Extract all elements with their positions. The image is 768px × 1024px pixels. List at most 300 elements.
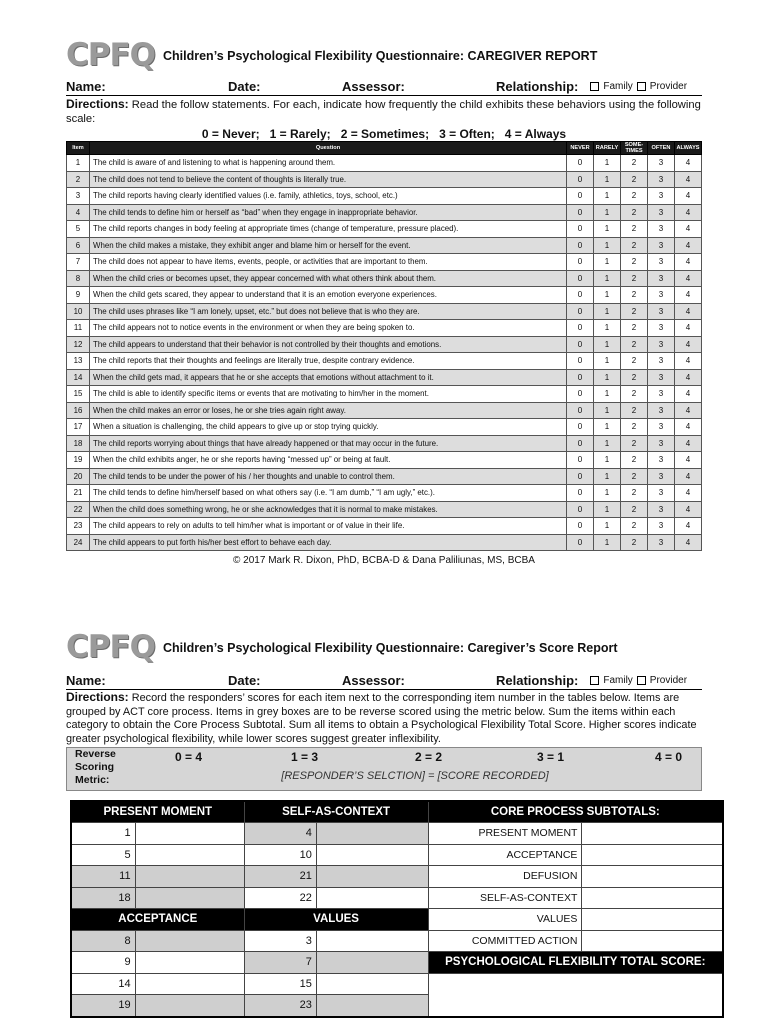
question-text: When the child gets mad, it appears that he or she accepts that emotions without attachment to it.: [90, 369, 567, 386]
val-score-cell[interactable]: [316, 995, 428, 1017]
subtotal-cell[interactable]: [582, 930, 723, 952]
score-option[interactable]: 1: [594, 369, 621, 386]
pm-item-number: 18: [71, 887, 135, 909]
score-option[interactable]: 1: [594, 419, 621, 436]
item-number: 13: [67, 353, 90, 370]
sac-item-number: 22: [244, 887, 316, 909]
reverse-pair: 0 = 4: [175, 750, 203, 764]
directions-label: Directions:: [66, 97, 129, 111]
score-option[interactable]: 2: [621, 237, 648, 254]
question-text: The child appears to rely on adults to tell him/her what is important or of value in their life.: [90, 518, 567, 535]
col-always: ALWAYS: [675, 142, 702, 155]
val-item-number: 15: [244, 973, 316, 995]
score-option[interactable]: 1: [594, 254, 621, 271]
question-row: [67, 303, 702, 320]
score-option[interactable]: 4: [675, 402, 702, 419]
score-option[interactable]: 0: [567, 221, 594, 238]
score-option[interactable]: 2: [621, 221, 648, 238]
item-number: 2: [67, 171, 90, 188]
score-option[interactable]: 3: [648, 171, 675, 188]
sac-item-number: 21: [244, 866, 316, 888]
score-option[interactable]: 3: [648, 452, 675, 469]
question-text: The child reports that their thoughts and feelings are literally true, despite contrary evidence.: [90, 353, 567, 370]
score-option[interactable]: 3: [648, 221, 675, 238]
item-number: 8: [67, 270, 90, 287]
score-option[interactable]: 4: [675, 188, 702, 205]
directions-text: Record the responders’ scores for each item next to the corresponding item number in the tables below. Items are grouped by ACT core process. Items in grey boxes are to be reverse scored using the metric below. Sum the items within each category to obtain the Core Process Subtotal. Sum all items to obtain a Psychological Flexibility Total Score. Higher scores indicate greater psychological flexibility, while lower scores suggest greater inflexibility.: [66, 692, 697, 745]
score-option[interactable]: 2: [621, 402, 648, 419]
cpfq-logo: CPFQ: [66, 629, 155, 665]
question-row: [67, 221, 702, 238]
score-option[interactable]: 0: [567, 287, 594, 304]
score-option[interactable]: 0: [567, 369, 594, 386]
acc-score-cell[interactable]: [135, 995, 244, 1017]
acc-item-number: 9: [71, 952, 135, 974]
question-text: When the child makes an error or loses, he or she tries again right away.: [90, 402, 567, 419]
question-text: When the child exhibits anger, he or she reports having “messed up” or being at fault.: [90, 452, 567, 469]
question-text: The child appears to understand that their behavior is not controlled by their thoughts and emotions.: [90, 336, 567, 353]
family-label: Family: [603, 675, 633, 686]
score-option[interactable]: 1: [594, 171, 621, 188]
score-option[interactable]: 2: [621, 386, 648, 403]
directions-label: Directions:: [66, 690, 129, 704]
item-number: 4: [67, 204, 90, 221]
questionnaire-table: [66, 141, 702, 551]
question-row: [67, 501, 702, 518]
question-text: When the child does something wrong, he or she acknowledges that it is normal to make mistakes.: [90, 501, 567, 518]
item-number: 7: [67, 254, 90, 271]
score-option[interactable]: 3: [648, 204, 675, 221]
sac-item-number: 4: [244, 823, 316, 845]
score-report-title: Children’s Psychological Flexibility Questionnaire: Caregiver’s Score Report: [163, 640, 618, 655]
score-option[interactable]: 4: [675, 320, 702, 337]
score-option[interactable]: 0: [567, 435, 594, 452]
score-option[interactable]: 0: [567, 171, 594, 188]
pm-score-cell[interactable]: [135, 844, 244, 866]
provider-checkbox[interactable]: [637, 673, 687, 688]
question-row: [67, 435, 702, 452]
values-header: VALUES: [244, 909, 428, 931]
pm-score-cell[interactable]: [135, 866, 244, 888]
score-option[interactable]: 0: [567, 336, 594, 353]
score-option[interactable]: 4: [675, 518, 702, 535]
item-number: 6: [67, 237, 90, 254]
question-text: The child appears to put forth his/her best effort to behave each day.: [90, 534, 567, 551]
provider-label: Provider: [649, 81, 688, 92]
score-option[interactable]: 1: [594, 188, 621, 205]
question-row: [67, 402, 702, 419]
name-row: [66, 673, 702, 690]
score-option[interactable]: 3: [648, 518, 675, 535]
score-option[interactable]: 2: [621, 287, 648, 304]
sac-score-cell[interactable]: [316, 823, 428, 845]
col-question: Question: [90, 142, 567, 155]
score-option[interactable]: 1: [594, 287, 621, 304]
score-option[interactable]: 1: [594, 468, 621, 485]
question-row: [67, 287, 702, 304]
sac-score-cell[interactable]: [316, 844, 428, 866]
val-item-number: 23: [244, 995, 316, 1017]
question-row: [67, 468, 702, 485]
question-row: [67, 270, 702, 287]
scale-sometimes: 2 = Sometimes;: [340, 127, 430, 141]
relationship-label: Relationship:: [496, 79, 579, 94]
score-option[interactable]: 2: [621, 270, 648, 287]
val-score-cell[interactable]: [316, 952, 428, 974]
acc-item-number: 14: [71, 973, 135, 995]
provider-label: Provider: [649, 675, 688, 686]
reverse-pair: 2 = 2: [415, 750, 443, 764]
score-option[interactable]: 1: [594, 204, 621, 221]
present-moment-header: PRESENT MOMENT: [71, 801, 244, 823]
question-text: The child does not tend to believe the content of thoughts is literally true.: [90, 171, 567, 188]
score-option[interactable]: 3: [648, 402, 675, 419]
copyright: © 2017 Mark R. Dixon, PhD, BCBA-D & Dana Paliliunas, MS, BCBA: [233, 555, 535, 566]
score-option[interactable]: 0: [567, 254, 594, 271]
question-text: The child tends to define him/herself based on what others say (i.e. “I am dumb,” “I am ugly,” etc.).: [90, 485, 567, 502]
score-option[interactable]: 0: [567, 468, 594, 485]
score-option[interactable]: 1: [594, 386, 621, 403]
score-option[interactable]: 0: [567, 353, 594, 370]
question-text: The child tends to define him or herself as “bad” when they engage in inappropriate behavior.: [90, 204, 567, 221]
provider-checkbox[interactable]: [637, 79, 687, 94]
question-text: The child appears not to notice events in the environment or when they are being spoken to.: [90, 320, 567, 337]
score-option[interactable]: 3: [648, 501, 675, 518]
score-option[interactable]: 2: [621, 369, 648, 386]
question-row: [67, 369, 702, 386]
score-option[interactable]: 1: [594, 353, 621, 370]
subtotal-cell[interactable]: [582, 844, 723, 866]
score-option[interactable]: 0: [567, 237, 594, 254]
acc-item-number: 8: [71, 930, 135, 952]
score-option[interactable]: 2: [621, 336, 648, 353]
col-item: Item: [67, 142, 90, 155]
score-option[interactable]: 4: [675, 468, 702, 485]
reverse-values: [129, 748, 701, 790]
score-table: [70, 800, 724, 1018]
col-often: OFTEN: [648, 142, 675, 155]
score-option[interactable]: 4: [675, 336, 702, 353]
question-text: The child reports worrying about things that have already happened or that may occur in the future.: [90, 435, 567, 452]
item-number: 12: [67, 336, 90, 353]
relationship-label: Relationship:: [496, 673, 579, 688]
name-label: Name:: [66, 673, 106, 688]
subtotal-label: COMMITTED ACTION: [428, 930, 582, 952]
score-option[interactable]: 4: [675, 303, 702, 320]
score-option[interactable]: 4: [675, 452, 702, 469]
reverse-pair: 3 = 1: [537, 750, 565, 764]
question-text: The child tends to be under the power of his / her thoughts and unable to control them.: [90, 468, 567, 485]
score-option[interactable]: 3: [648, 303, 675, 320]
item-number: 20: [67, 468, 90, 485]
question-text: When a situation is challenging, the child appears to give up or stop trying quickly.: [90, 419, 567, 436]
assessor-label: Assessor:: [342, 79, 405, 94]
score-option[interactable]: 0: [567, 270, 594, 287]
question-row: [67, 419, 702, 436]
score-option[interactable]: 3: [648, 254, 675, 271]
subtotal-label: ACCEPTANCE: [428, 844, 582, 866]
score-option[interactable]: 3: [648, 270, 675, 287]
score-option[interactable]: 0: [567, 518, 594, 535]
score-option[interactable]: 1: [594, 485, 621, 502]
acceptance-header: ACCEPTANCE: [71, 909, 244, 931]
col-never: NEVER: [567, 142, 594, 155]
score-option[interactable]: 3: [648, 468, 675, 485]
score-directions: [66, 691, 702, 746]
score-option[interactable]: 1: [594, 155, 621, 172]
question-row: [67, 237, 702, 254]
checkbox-icon: [637, 82, 646, 91]
cpfq-logo: CPFQ: [66, 37, 155, 73]
score-option[interactable]: 2: [621, 204, 648, 221]
score-option[interactable]: 2: [621, 485, 648, 502]
item-number: 3: [67, 188, 90, 205]
acc-score-cell[interactable]: [135, 952, 244, 974]
col-rarely: RARELY: [594, 142, 621, 155]
subtotal-label: VALUES: [428, 909, 582, 931]
score-option[interactable]: 4: [675, 204, 702, 221]
subtotal-cell[interactable]: [582, 823, 723, 845]
score-option[interactable]: 0: [567, 303, 594, 320]
reverse-pair: 1 = 3: [291, 750, 319, 764]
directions: [66, 98, 702, 126]
core-subtotals-header: CORE PROCESS SUBTOTALS:: [428, 801, 723, 823]
score-option[interactable]: 2: [621, 171, 648, 188]
score-option[interactable]: 4: [675, 534, 702, 551]
score-option[interactable]: 1: [594, 221, 621, 238]
question-row: [67, 518, 702, 535]
family-checkbox[interactable]: [590, 79, 632, 94]
score-report-page: [66, 629, 706, 1018]
date-label: Date:: [228, 673, 261, 688]
val-score-cell[interactable]: [316, 930, 428, 952]
score-option[interactable]: 0: [567, 485, 594, 502]
report-header: [66, 37, 702, 73]
score-option[interactable]: 4: [675, 419, 702, 436]
directions-text: Read the follow statements. For each, indicate how frequently the child exhibits these behaviors using the following scale:: [66, 99, 701, 125]
score-option[interactable]: 4: [675, 254, 702, 271]
rating-scale: [66, 127, 702, 141]
question-row: [67, 320, 702, 337]
scale-never: 0 = Never;: [201, 127, 260, 141]
score-option[interactable]: 3: [648, 435, 675, 452]
pm-item-number: 5: [71, 844, 135, 866]
score-option[interactable]: 3: [648, 287, 675, 304]
score-option[interactable]: 2: [621, 188, 648, 205]
score-option[interactable]: 1: [594, 320, 621, 337]
question-text: The child reports changes in body feeling at appropriate times (change of temperature, pressure placed).: [90, 221, 567, 238]
item-number: 11: [67, 320, 90, 337]
question-row: [67, 204, 702, 221]
reverse-scoring-metric: [66, 747, 702, 791]
score-option[interactable]: 0: [567, 204, 594, 221]
reverse-pair: 4 = 0: [655, 750, 683, 764]
col-sometimes: SOME-TIMES: [621, 142, 648, 155]
item-number: 5: [67, 221, 90, 238]
question-text: The child uses phrases like “I am lonely, upset, etc.” but does not believe that is who they are.: [90, 303, 567, 320]
scale-often: 3 = Often;: [439, 127, 495, 141]
score-option[interactable]: 3: [648, 386, 675, 403]
score-option[interactable]: 2: [621, 435, 648, 452]
score-option[interactable]: 3: [648, 419, 675, 436]
caregiver-report-page: [66, 37, 702, 566]
score-option[interactable]: 4: [675, 270, 702, 287]
score-option[interactable]: 4: [675, 435, 702, 452]
score-option[interactable]: 3: [648, 369, 675, 386]
score-option[interactable]: 2: [621, 501, 648, 518]
question-row: [67, 171, 702, 188]
question-text: The child is aware of and listening to what is happening around them.: [90, 155, 567, 172]
score-option[interactable]: 3: [648, 534, 675, 551]
score-option[interactable]: 4: [675, 221, 702, 238]
sac-score-cell[interactable]: [316, 887, 428, 909]
score-option[interactable]: 4: [675, 287, 702, 304]
score-option[interactable]: 4: [675, 353, 702, 370]
val-score-cell[interactable]: [316, 973, 428, 995]
score-option[interactable]: 0: [567, 534, 594, 551]
score-option[interactable]: 3: [648, 237, 675, 254]
score-option[interactable]: 3: [648, 320, 675, 337]
score-option[interactable]: 1: [594, 534, 621, 551]
item-number: 10: [67, 303, 90, 320]
subtotal-label: DEFUSION: [428, 866, 582, 888]
acc-item-number: 19: [71, 995, 135, 1017]
sac-score-cell[interactable]: [316, 866, 428, 888]
subtotal-cell[interactable]: [582, 887, 723, 909]
item-number: 1: [67, 155, 90, 172]
total-score-header: PSYCHOLOGICAL FLEXIBILITY TOTAL SCORE:: [428, 952, 723, 974]
score-option[interactable]: 2: [621, 419, 648, 436]
score-option[interactable]: 3: [648, 485, 675, 502]
scale-rarely: 1 = Rarely;: [269, 127, 331, 141]
total-score-cell[interactable]: [428, 973, 723, 1017]
question-text: The child does not appear to have items, events, people, or activities that are important to them.: [90, 254, 567, 271]
score-option[interactable]: 2: [621, 534, 648, 551]
item-number: 9: [67, 287, 90, 304]
pm-score-cell[interactable]: [135, 887, 244, 909]
score-option[interactable]: 4: [675, 237, 702, 254]
item-number: 16: [67, 402, 90, 419]
sac-item-number: 10: [244, 844, 316, 866]
family-label: Family: [603, 81, 633, 92]
score-option[interactable]: 0: [567, 501, 594, 518]
subtotal-cell[interactable]: [582, 866, 723, 888]
score-option[interactable]: 0: [567, 402, 594, 419]
pm-item-number: 11: [71, 866, 135, 888]
checkbox-icon: [637, 676, 646, 685]
item-number: 24: [67, 534, 90, 551]
score-option[interactable]: 0: [567, 188, 594, 205]
item-number: 14: [67, 369, 90, 386]
name-label: Name:: [66, 79, 106, 94]
name-row: [66, 79, 702, 96]
score-option[interactable]: 4: [675, 171, 702, 188]
reverse-note: [RESPONDER’S SELCTION] = [SCORE RECORDED]: [281, 770, 549, 782]
assessor-label: Assessor:: [342, 673, 405, 688]
score-option[interactable]: 3: [648, 336, 675, 353]
score-option[interactable]: 2: [621, 468, 648, 485]
question-row: [67, 353, 702, 370]
score-option[interactable]: 1: [594, 237, 621, 254]
score-option[interactable]: 1: [594, 518, 621, 535]
subtotal-cell[interactable]: [582, 909, 723, 931]
question-text: When the child cries or becomes upset, they appear concerned with what others think about them.: [90, 270, 567, 287]
pm-item-number: 1: [71, 823, 135, 845]
report-title: Children’s Psychological Flexibility Questionnaire: CAREGIVER REPORT: [163, 48, 598, 63]
score-option[interactable]: 1: [594, 336, 621, 353]
score-option[interactable]: 1: [594, 435, 621, 452]
score-option[interactable]: 0: [567, 155, 594, 172]
scale-always: 4 = Always: [504, 127, 567, 141]
question-row: [67, 534, 702, 551]
score-option[interactable]: 0: [567, 320, 594, 337]
question-row: [67, 155, 702, 172]
item-number: 23: [67, 518, 90, 535]
question-text: When the child makes a mistake, they exhibit anger and blame him or herself for the event.: [90, 237, 567, 254]
subtotal-label: PRESENT MOMENT: [428, 823, 582, 845]
score-report-header: [66, 629, 702, 665]
question-row: [67, 485, 702, 502]
score-option[interactable]: 0: [567, 386, 594, 403]
family-checkbox[interactable]: [590, 673, 632, 688]
score-option[interactable]: 2: [621, 320, 648, 337]
acc-score-cell[interactable]: [135, 930, 244, 952]
pm-score-cell[interactable]: [135, 823, 244, 845]
score-option[interactable]: 3: [648, 188, 675, 205]
score-option[interactable]: 1: [594, 270, 621, 287]
score-option[interactable]: 4: [675, 155, 702, 172]
score-option[interactable]: 3: [648, 155, 675, 172]
item-number: 21: [67, 485, 90, 502]
val-item-number: 7: [244, 952, 316, 974]
question-row: [67, 254, 702, 271]
item-number: 18: [67, 435, 90, 452]
score-option[interactable]: 2: [621, 303, 648, 320]
item-number: 22: [67, 501, 90, 518]
score-option[interactable]: 1: [594, 501, 621, 518]
question-row: [67, 452, 702, 469]
question-row: [67, 386, 702, 403]
question-text: When the child gets scared, they appear to understand that it is an emotion everyone experiences.: [90, 287, 567, 304]
score-option[interactable]: 1: [594, 402, 621, 419]
date-label: Date:: [228, 79, 261, 94]
score-option[interactable]: 1: [594, 452, 621, 469]
score-option[interactable]: 2: [621, 155, 648, 172]
acc-score-cell[interactable]: [135, 973, 244, 995]
score-option[interactable]: 4: [675, 485, 702, 502]
val-item-number: 3: [244, 930, 316, 952]
self-as-context-header: SELF-AS-CONTEXT: [244, 801, 428, 823]
score-option[interactable]: 4: [675, 386, 702, 403]
checkbox-icon: [590, 676, 599, 685]
score-option[interactable]: 1: [594, 303, 621, 320]
question-text: The child is able to identify specific items or events that are motivating to him/her in the moment.: [90, 386, 567, 403]
score-option[interactable]: 2: [621, 452, 648, 469]
score-option[interactable]: 2: [621, 353, 648, 370]
score-option[interactable]: 0: [567, 452, 594, 469]
score-option[interactable]: 4: [675, 369, 702, 386]
score-option[interactable]: 4: [675, 501, 702, 518]
score-option[interactable]: 2: [621, 254, 648, 271]
question-row: [67, 188, 702, 205]
score-option[interactable]: 3: [648, 353, 675, 370]
score-option[interactable]: 2: [621, 518, 648, 535]
subtotal-label: SELF-AS-CONTEXT: [428, 887, 582, 909]
question-text: The child reports having clearly identified values (i.e. family, athletics, toys, school, etc.): [90, 188, 567, 205]
item-number: 17: [67, 419, 90, 436]
score-option[interactable]: 0: [567, 419, 594, 436]
reverse-label: Reverse Scoring Metric:: [75, 748, 116, 786]
